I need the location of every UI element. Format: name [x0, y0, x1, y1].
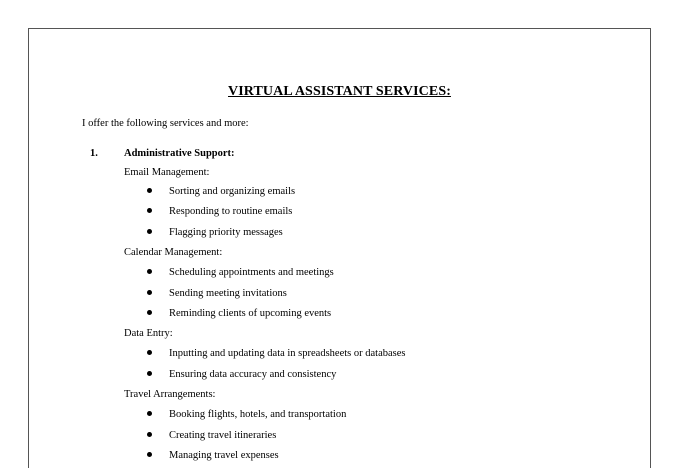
group-heading-calendar: Calendar Management: [124, 247, 223, 258]
section-number: 1. [90, 148, 98, 159]
list-item: Sorting and organizing emails [147, 186, 295, 197]
bullet-icon [147, 188, 152, 193]
bullet-icon [147, 208, 152, 213]
list-item: Flagging priority messages [147, 227, 283, 238]
document-page [28, 28, 651, 468]
list-item: Ensuring data accuracy and consistency [147, 369, 336, 380]
bullet-icon [147, 371, 152, 376]
bullet-icon [147, 350, 152, 355]
list-item: Creating travel itineraries [147, 430, 276, 441]
intro-text: I offer the following services and more: [82, 118, 249, 129]
list-item: Managing travel expenses [147, 450, 279, 461]
bullet-icon [147, 411, 152, 416]
group-heading-email: Email Management: [124, 167, 210, 178]
list-item: Responding to routine emails [147, 206, 292, 217]
bullet-icon [147, 269, 152, 274]
group-heading-data-entry: Data Entry: [124, 328, 173, 339]
section-heading [90, 148, 235, 159]
list-item: Sending meeting invitations [147, 288, 287, 299]
group-heading-travel: Travel Arrangements: [124, 389, 216, 400]
document-title: VIRTUAL ASSISTANT SERVICES: [228, 84, 451, 99]
bullet-icon [147, 432, 152, 437]
bullet-icon [147, 310, 152, 315]
list-item: Reminding clients of upcoming events [147, 308, 331, 319]
list-item: Scheduling appointments and meetings [147, 267, 334, 278]
section-title: Administrative Support: [124, 148, 235, 159]
list-item: Booking flights, hotels, and transportation [147, 409, 346, 420]
bullet-icon [147, 452, 152, 457]
list-item: Inputting and updating data in spreadsheets or databases [147, 348, 405, 359]
bullet-icon [147, 229, 152, 234]
bullet-icon [147, 290, 152, 295]
